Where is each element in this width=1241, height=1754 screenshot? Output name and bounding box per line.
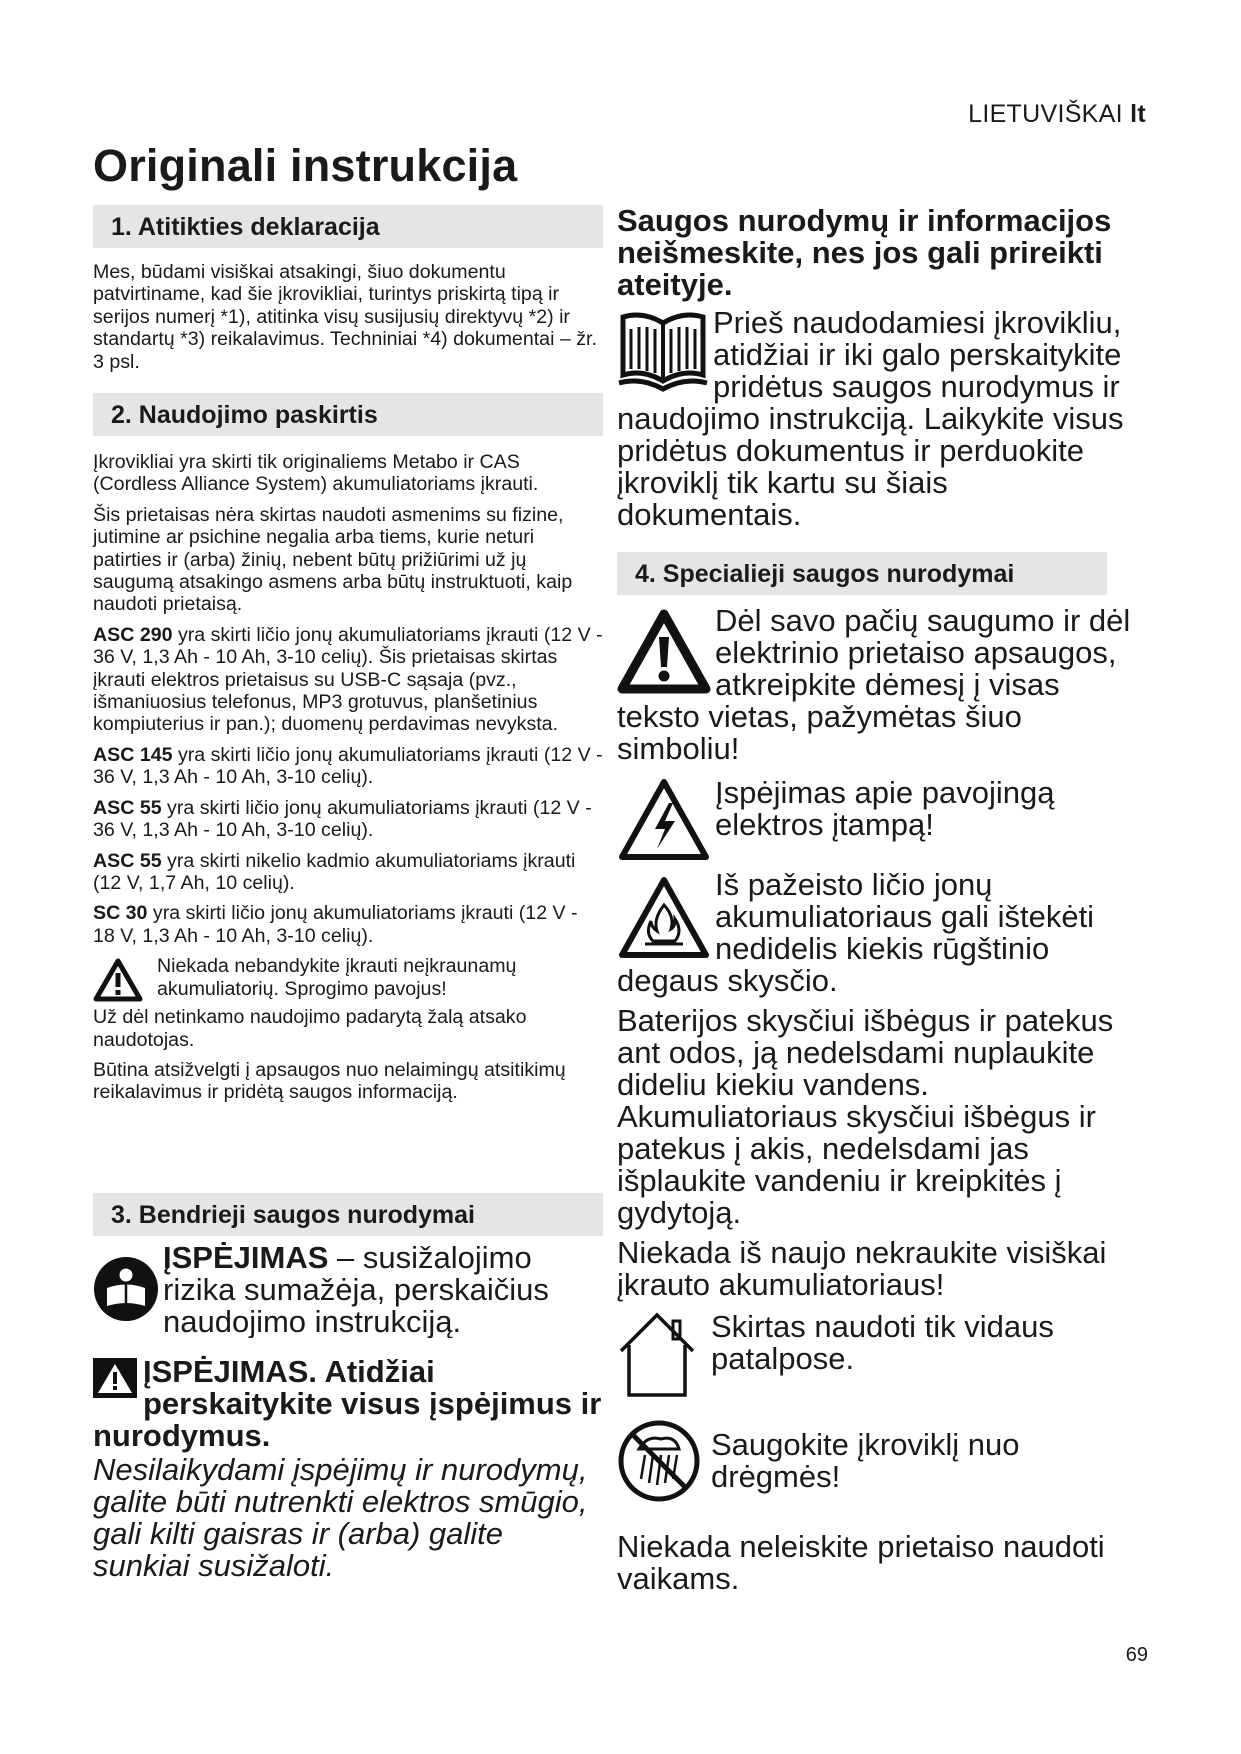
high-voltage-icon <box>617 777 711 863</box>
section-1-text: Mes, būdami visiškai atsakingi, šiuo dokumentu patvirtiname, kad šie įkrovikliai, turintys priskirtą tipą ir serijos numerį *1), atitinka visų susijusių direktyvų *2) ir standartų *3) reikalavimus. Techniniai *4) dokumentai – žr. 3 psl. <box>93 261 597 373</box>
section-3-warning-2 <box>93 1356 603 1582</box>
warning-2-italic: Nesilaikydami įspėjimų ir nurodymų, galite būti nutrenkti elektros smūgio, gali kilti gaisras ir (arba) galite sunkiai susižaloti. <box>93 1452 588 1583</box>
fire-warning-block <box>617 869 1137 997</box>
read-instructions-block <box>617 307 1137 531</box>
indoor-block <box>617 1311 1137 1407</box>
page-title: Originali instrukcija <box>93 140 518 191</box>
skin-contact-text: Baterijos skysčiui išbėgus ir patekus ant odos, ją nedelsdami nuplaukite dideliu kiekiu vandens. Akumuliatoriaus skysčiui išbėgus ir patekus į akis, nedelsdami jas išplaukite vandeniu ir kreipkitės į gydytoją. <box>617 1003 1114 1230</box>
warning-1-text: – susižalojimo rizika sumažėja, perskaičius naudojimo instrukciją. <box>163 1242 549 1338</box>
voltage-warning-text: Įspėjimas apie pavojingą elektros įtampą! <box>715 777 1055 842</box>
moisture-text: Saugokite įkroviklį nuo drėgmės! <box>711 1427 1020 1494</box>
read-manual-icon <box>93 1256 159 1322</box>
section-2-warning-text: Niekada nebandykite įkrauti neįkraunamų akumuliatorių. Sprogimo pavojus! <box>157 955 517 1000</box>
model-asc55-li: ASC 55 yra skirti ličio jonų akumuliatoriams įkrauti (12 V - 36 V, 1,3 Ah - 10 Ah, 3-10 celių). <box>93 796 592 842</box>
section-4-heading: 4. Specialieji saugos nurodymai <box>617 552 1107 595</box>
fire-warning-text: Iš pažeisto ličio jonų akumuliatoriaus gali ištekėti nedidelis kiekis rūgštinio degaus skysčio. <box>617 867 1095 998</box>
section-2-heading: 2. Naudojimo paskirtis <box>93 393 603 436</box>
right-intro <box>617 205 1137 531</box>
language-header <box>968 100 1146 129</box>
warning-2-bold: ĮSPĖJIMAS. Atidžiai perskaitykite visus įspėjimus ir nurodymus. <box>93 1354 602 1453</box>
general-warning-block <box>617 605 1137 765</box>
section-2-warning <box>93 955 603 1002</box>
model-asc145: ASC 145 yra skirti ličio jonų akumuliatoriams įkrauti (12 V - 36 V, 1,3 Ah - 10 Ah, 3-10 celių). <box>93 743 603 789</box>
voltage-warning-block <box>617 777 1137 863</box>
children-warning-text: Niekada neleiskite prietaiso naudoti vaikams. <box>617 1529 1105 1596</box>
warning-triangle-icon <box>93 958 143 1002</box>
model-asc55-nicd: ASC 55 yra skirti nikelio kadmio akumuliatoriams įkrauti (12 V, 1,7 Ah, 10 celių). <box>93 849 576 894</box>
language-code: lt <box>1130 100 1146 128</box>
section-2-p4: Būtina atsižvelgti į apsaugos nuo nelaimingų atsitikimų reikalavimus ir pridėtą saugos informaciją. <box>93 1058 566 1104</box>
section-1 <box>93 205 603 381</box>
warning-triangle-icon <box>617 609 711 695</box>
section-1-heading: 1. Atitikties deklaracija <box>93 205 603 248</box>
keep-instructions-notice: Saugos nurodymų ir informacijos neišmeskite, nes jos gali prireikti ateityje. <box>617 203 1112 302</box>
general-warning-text: Dėl savo pačių saugumo ir dėl elektrinio prietaiso apsaugos, atkreipkite dėmesį į visas teksto vietas, pažymėtas šiuo simboliu! <box>617 603 1131 766</box>
no-rain-icon <box>617 1419 701 1503</box>
section-2-p1: Įkrovikliai yra skirti tik originaliems Metabo ir CAS (Cordless Alliance System) akumuliatoriams įkrauti. <box>93 451 539 496</box>
recharge-warning-text: Niekada iš naujo nekraukite visiškai įkrauto akumuliatoriaus! <box>617 1235 1107 1302</box>
moisture-block <box>617 1419 1137 1509</box>
book-icon <box>617 309 709 393</box>
section-3 <box>93 1193 603 1582</box>
language-label: LIETUVIŠKAI <box>968 100 1123 128</box>
section-3-heading: 3. Bendrieji saugos nurodymai <box>93 1193 603 1236</box>
flammable-icon <box>617 875 711 961</box>
section-2 <box>93 393 603 1112</box>
warning-1-label: ĮSPĖJIMAS <box>163 1242 329 1275</box>
section-2-p3: Už dėl netinkamo naudojimo padarytą žalą atsako naudotojas. <box>93 1006 527 1051</box>
model-sc30: SC 30 yra skirti ličio jonų akumuliatoriams įkrauti (12 V - 18 V, 1,3 Ah - 10 Ah, 3-10 celių). <box>93 902 578 947</box>
model-asc290: ASC 290 yra skirti ličio jonų akumuliatoriams įkrauti (12 V - 36 V, 1,3 Ah - 10 Ah, 3-10 celių). Šis prietaisas skirtas įkrauti elektros prietaisus su USB-C sąsaja (pvz., išmaniuosius telefonus, MP3 grotuvus, planšetinius kompiuterius ir pan.); duomenų perdavimas nevyksta. <box>93 623 603 736</box>
section-3-warning-1 <box>93 1242 603 1338</box>
read-instructions-text: Prieš naudodamiesi įkrovikliu, atidžiai ir iki galo perskaitykite pridėtus saugos nurodymus ir naudojimo instrukciją. Laikykite visus pridėtus dokumentus ir perduokite įkroviklį tik kartu su šiais dokumentais. <box>617 305 1124 532</box>
warning-box-icon <box>93 1358 137 1398</box>
page-number: 69 <box>1125 1644 1148 1666</box>
indoor-house-icon <box>617 1311 697 1399</box>
indoor-text: Skirtas naudoti tik vidaus patalpose. <box>711 1311 1054 1376</box>
section-2-p2: Šis prietaisas nėra skirtas naudoti asmenims su fizine, jutimine ar psichine negalia arba tiems, kurie neturi patirties ir (arba) žinių, nebent būtų prižiūrimi už jų saugumą atsakingo asmens arba būtų instruktuoti, kaip naudoti prietaisą. <box>93 503 573 616</box>
section-4 <box>617 552 1137 1595</box>
